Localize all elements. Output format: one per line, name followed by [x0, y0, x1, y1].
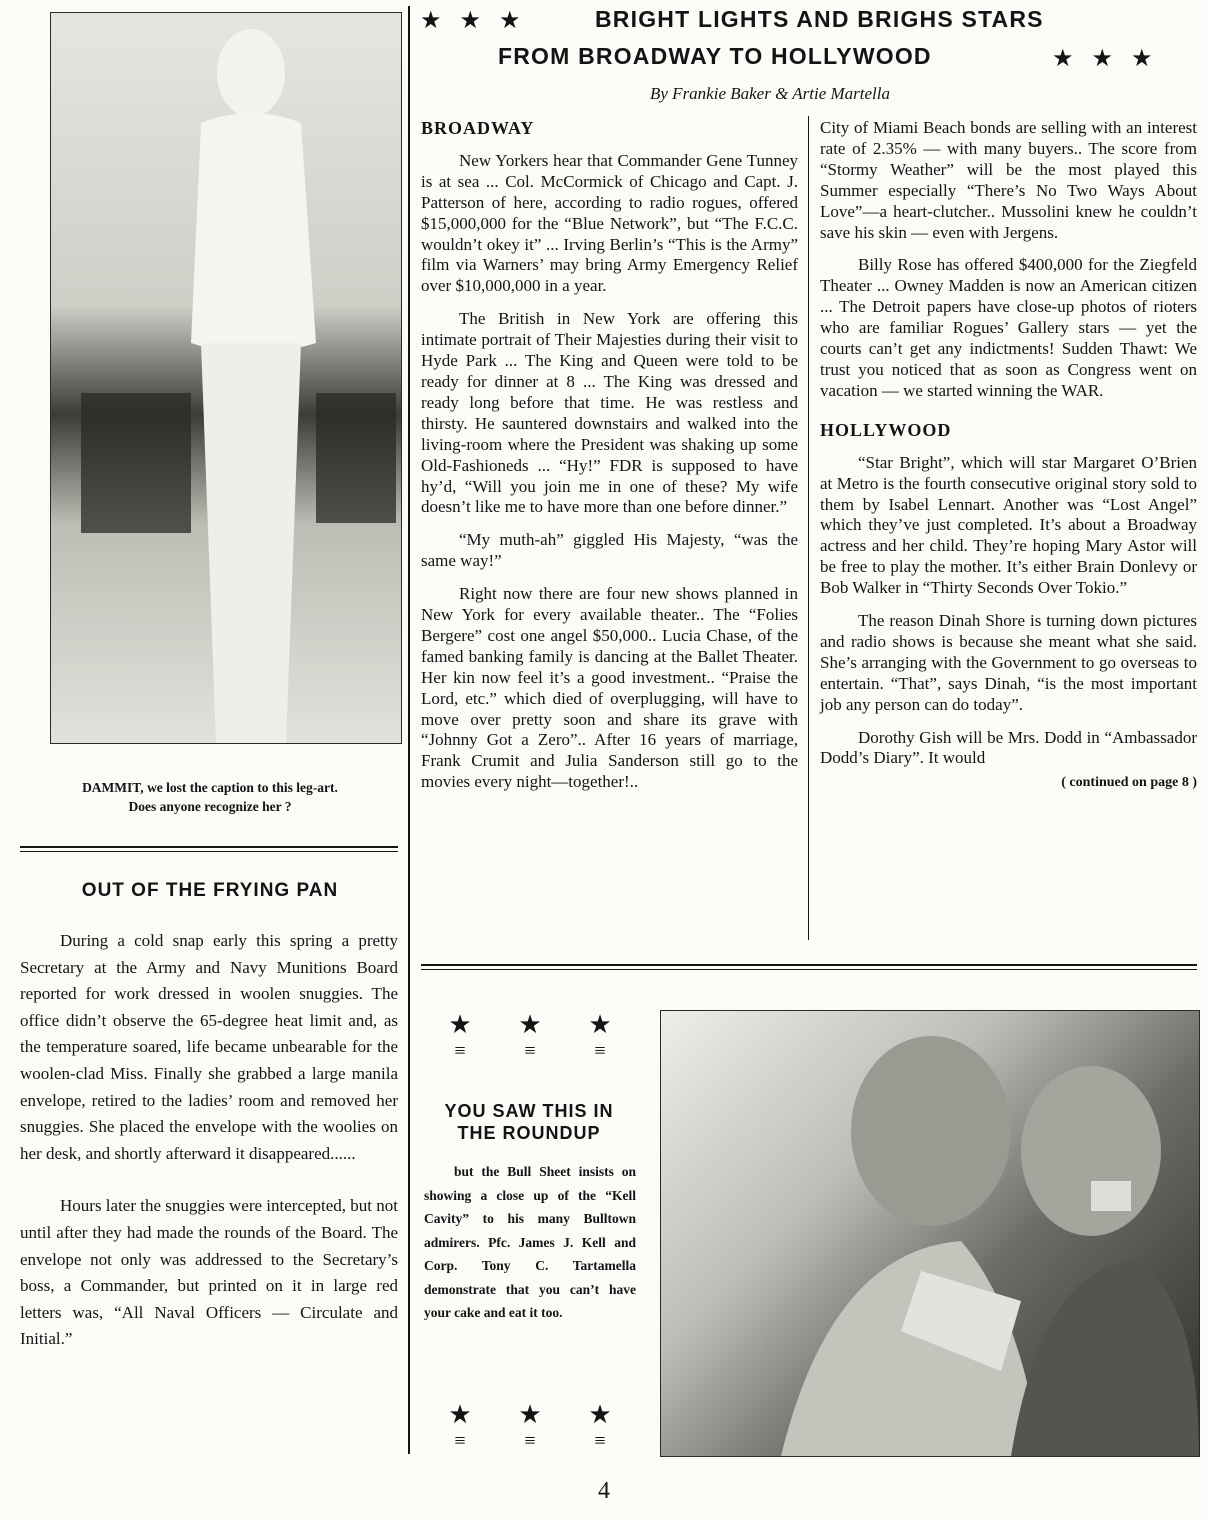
- star-icon: ★: [588, 1010, 612, 1039]
- frying-pan-article: [20, 928, 398, 1353]
- star-icon: ★: [518, 1010, 542, 1039]
- page-number: 4: [598, 1478, 610, 1504]
- bars-icon: ≡: [454, 1430, 466, 1452]
- header-stars-right: ★ ★ ★: [1052, 46, 1153, 72]
- leg-art-photo: [50, 12, 402, 744]
- hollywood-paragraph-2: The reason Dinah Shore is turning down pictures and radio shows is because she meant what she said. She’s arranging with the Government to go overseas to entertain. “That”, says Dinah, “is the most important job any person can do today”.: [820, 611, 1197, 714]
- roundup-text: but the Bull Sheet insists on showing a close up of the “Kell Cavity” to his many Bulltown admirers. Pfc. James J. Kell and Corp. Tony C. Tartamella demonstrate that you can’t have your cake and eat it too.: [424, 1164, 636, 1320]
- broadway-heading: BROADWAY: [421, 118, 535, 138]
- broadway-paragraph-4: Right now there are four new shows planned in New York for every available theater.. The “Folies Bergere” cost one angel $50,000.. Lucia Chase, of the famed banking family is dancing at the Ballet Theater. Her kin now feel it’s a good investment.. “Praise the Lord, etc.” which died of overplugging, will have to move over pretty soon and share its grave with “Johnny Got a Zero”.. After 16 years of marriage, Frank Crumit and Julia Sanderson still go to the movies every night—together!..: [421, 584, 798, 792]
- broadway-paragraph-2: The British in New York are offering this intimate portrait of Their Majesties during their visit to Hyde Park ... The King and Queen were told to be ready for dinner at 8 ... The King was dressed and ready long before that time. He was restless and thirsty. He sauntered downstairs and walked into the living-room where the President was shaking up some Old-Fashioneds ... “Hy!” FDR is supposed to have hy’d, “Will you join me in one of these? My wife doesn’t like me to have more than one before dinner.”: [421, 309, 798, 517]
- lower-section-rule: [421, 964, 1197, 970]
- byline: By Frankie Baker & Artie Martella: [650, 84, 890, 103]
- star-icon: ★: [518, 1400, 542, 1429]
- header-title-line2: FROM BROADWAY TO HOLLYWOOD: [498, 43, 932, 69]
- bars-icon: ≡: [524, 1430, 536, 1452]
- right-column: [820, 118, 1197, 794]
- roundup-bottom-ornament: [425, 1400, 635, 1453]
- hollywood-paragraph-3: Dorothy Gish will be Mrs. Dodd in “Ambassador Dodd’s Diary”. It would: [820, 727, 1197, 768]
- roundup-title-line1: YOU SAW THIS IN: [444, 1101, 614, 1121]
- bars-icon: ≡: [524, 1040, 536, 1062]
- caption-line2: Does anyone recognize her ?: [128, 799, 292, 814]
- header-stars-left: ★ ★ ★: [420, 8, 521, 34]
- roundup-title: [421, 1100, 637, 1144]
- roundup-title-line2: THE ROUNDUP: [457, 1123, 601, 1143]
- bars-icon: ≡: [594, 1040, 606, 1062]
- caption-text: we lost the caption to this leg-art.: [147, 780, 338, 795]
- bars-icon: ≡: [454, 1040, 466, 1062]
- column-rule-middle: [808, 116, 809, 940]
- frying-pan-paragraph-1: During a cold snap early this spring a pretty Secretary at the Army and Navy Munitions Board reported for work dressed in woolen snuggies. The office didn’t observe the 65-degree heat limit and, as the temperature soared, life became unbearable for the woolen-clad Miss. Finally she grabbed a large manila envelope, retired to the ladies’ room and removed her snuggies. She placed the envelope with the woolies on her desk, and shortly afterward it disappeared......: [20, 931, 398, 1163]
- caption-bold: DAMMIT,: [82, 780, 144, 795]
- left-divider-rule: [20, 846, 398, 852]
- star-icon: ★: [448, 1010, 472, 1039]
- hollywood-paragraph-1: “Star Bright”, which will star Margaret O’Brien at Metro is the fourth consecutive original story sold to them by Isabel Lennart. Another was “Lost Angel” which they’ve just completed. It’s about a Broadway actress and her child. They’re hoping Mary Astor will be free to play the mother. It’s either Brain Donlevy or Bob Walker in “Thirty Seconds Over Tokio.”: [820, 452, 1197, 598]
- photo-caption: [20, 778, 400, 816]
- broadway-cont-paragraph-2: Billy Rose has offered $400,000 for the Ziegfeld Theater ... Owney Madden is now an American citizen ... The Detroit papers have close-up photos of rioters who are familiar Rogues’ Gallery stars — yet the courts can’t get any indictments! Sudden Thawt: We trust you noticed that as soon as Congress went on vacation — we started winning the WAR.: [820, 255, 1197, 400]
- column-rule-left: [408, 6, 410, 1454]
- star-icon: ★: [448, 1400, 472, 1429]
- hollywood-heading: HOLLYWOOD: [820, 419, 952, 440]
- two-soldiers-eating-illustration: [661, 1011, 1199, 1456]
- broadway-paragraph-1: New Yorkers hear that Commander Gene Tunney is at sea ... Col. McCormick of Chicago and Capt. J. Patterson of here, according to radio rogues, offered $15,000,000 for the “Blue Network”, but “The F.C.C. wouldn’t okey it” ... Irving Berlin’s “This is the Army” film via Warners’ may bring Army Emergency Relief over $10,000,000 in a year.: [421, 150, 798, 296]
- woman-figure-illustration: [51, 13, 401, 743]
- bars-icon: ≡: [594, 1430, 606, 1452]
- roundup-top-ornament: [425, 1010, 635, 1063]
- frying-pan-title: OUT OF THE FRYING PAN: [81, 880, 339, 901]
- broadway-paragraph-3: “My muth-ah” giggled His Majesty, “was the same way!”: [421, 530, 798, 571]
- star-icon: ★: [588, 1400, 612, 1429]
- broadway-column: [421, 118, 798, 805]
- continued-note: ( continued on page 8 ): [1061, 775, 1197, 791]
- frying-pan-paragraph-2: Hours later the snuggies were intercepted, but not until after they had made the rounds of the Board. The envelope not only was addressed to the Secretary’s boss, a Commander, but printed on it in large red letters was, “All Naval Officers — Circulate and Initial.”: [20, 1196, 399, 1349]
- broadway-cont-paragraph-1: City of Miami Beach bonds are selling with an interest rate of 2.35% — with many buyers.. The score from “Stormy Weather” will be the most played this Summer especially “There’s No Two Ways About Love”—a heart-clutcher.. Mussolini knew he couldn’t save his skin — even with Jergens.: [820, 118, 1197, 242]
- header-title-line1: BRIGHT LIGHTS AND BRIGHS STARS: [595, 6, 1044, 32]
- kell-cavity-photo: [660, 1010, 1200, 1457]
